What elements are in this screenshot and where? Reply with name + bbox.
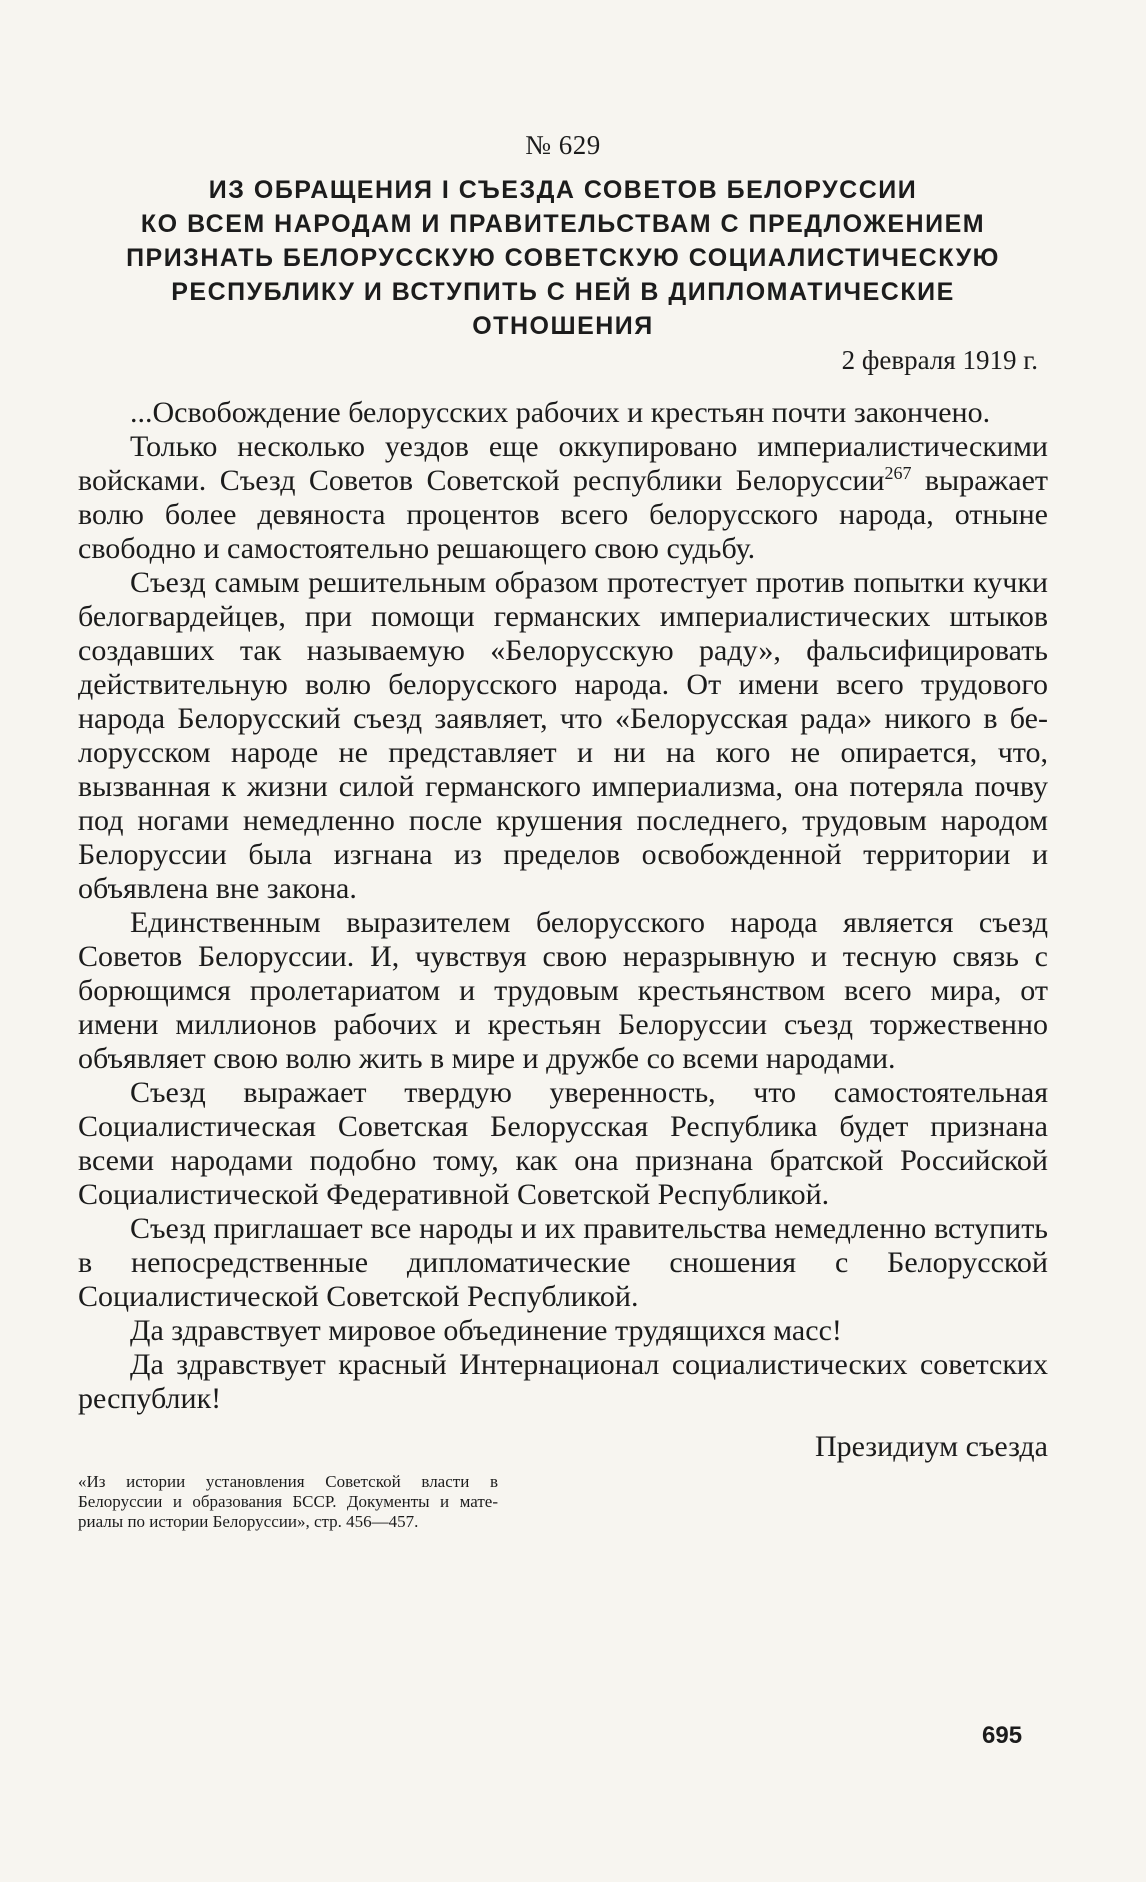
title-line: ПРИЗНАТЬ БЕЛОРУССКУЮ СОВЕТСКУЮ СОЦИАЛИСТИЧЕСКУЮ	[126, 244, 1000, 272]
paragraph-text: Только несколько уездов еще оккупировано империалистическими войсками. Съезд Советов Советской республики Белоруссии	[78, 430, 1048, 497]
document-page	[78, 130, 1048, 1532]
document-date: 2 февраля 1919 г.	[841, 345, 1038, 375]
paragraph: Единственным выразителем белорусского народа является съезд Советов Белоруссии. И, чувствуя свою неразрывную и тесную связь с борющимся пролетариатом и трудовым крестьянством всего мира, от имени миллионов рабочих и крестьян Белоруссии съезд торжественно объявляет свою волю жить в мире и дружбе со всеми народами.	[78, 906, 1048, 1075]
signature: Президиум съезда	[814, 1430, 1048, 1463]
document-title	[78, 173, 1048, 343]
paragraph: Да здравствует красный Интернационал социалистических советских республик!	[78, 1348, 1048, 1415]
title-line: ОТНОШЕНИЯ	[472, 312, 654, 340]
paragraph: Съезд приглашает все народы и их правительства немедленно вступить в непосредственные дипломатические сношения с Белорусской Социалистической Советской Республикой.	[78, 1212, 1048, 1313]
document-body	[78, 396, 1048, 1416]
document-number: № 629	[525, 130, 601, 160]
page-number: 695	[982, 1722, 1023, 1749]
paragraph: Съезд самым решительным образом протестует против попытки кучки белогвардейцев, при помощи германских империалистических штыков создавших так называемую «Белорусскую раду», фальсифицировать действительную волю белорусского народа. От имени всего трудового народа Белорусский съезд заявляет, что «Белорусская рада» никого в белорусском народе не представляет и ни на кого не опирается, что, вызванная к жизни силой германского империализма, она потеряла почву под ногами немедленно после крушения последнего, трудовым народом Белоруссии была изгнана из пределов освобожденной территории и объявлена вне закона.	[78, 566, 1048, 905]
source-citation: «Из истории установления Советской власти в Белоруссии и образования БССР. Документы и материалы по истории Белоруссии», стр. 456—457.	[78, 1472, 498, 1531]
paragraph: Да здравствует мировое объединение трудящихся масс!	[130, 1314, 842, 1347]
paragraph: Съезд выражает твердую уверенность, что самостоятельная Социалистическая Советская Белорусская Республика будет признана всеми народами подобно тому, как она признана братской Российской Социалистической Федеративной Советской Республикой.	[78, 1076, 1048, 1211]
paragraph	[78, 430, 1048, 566]
paragraph: ...Освобождение белорусских рабочих и крестьян почти закончено.	[130, 396, 991, 429]
paragraph-text: выражает волю более девяноста процентов всего белорусского народа, отныне свободно и самостоятельно решающего свою судьбу.	[78, 464, 1048, 565]
footnote-reference: 267	[884, 463, 912, 483]
title-line: ИЗ ОБРАЩЕНИЯ I СЪЕЗДА СОВЕТОВ БЕЛОРУССИИ	[208, 176, 918, 204]
title-line: КО ВСЕМ НАРОДАМ И ПРАВИТЕЛЬСТВАМ С ПРЕДЛОЖЕНИЕМ	[140, 210, 986, 238]
title-line: РЕСПУБЛИКУ И ВСТУПИТЬ С НЕЙ В ДИПЛОМАТИЧЕСКИЕ	[171, 278, 955, 306]
